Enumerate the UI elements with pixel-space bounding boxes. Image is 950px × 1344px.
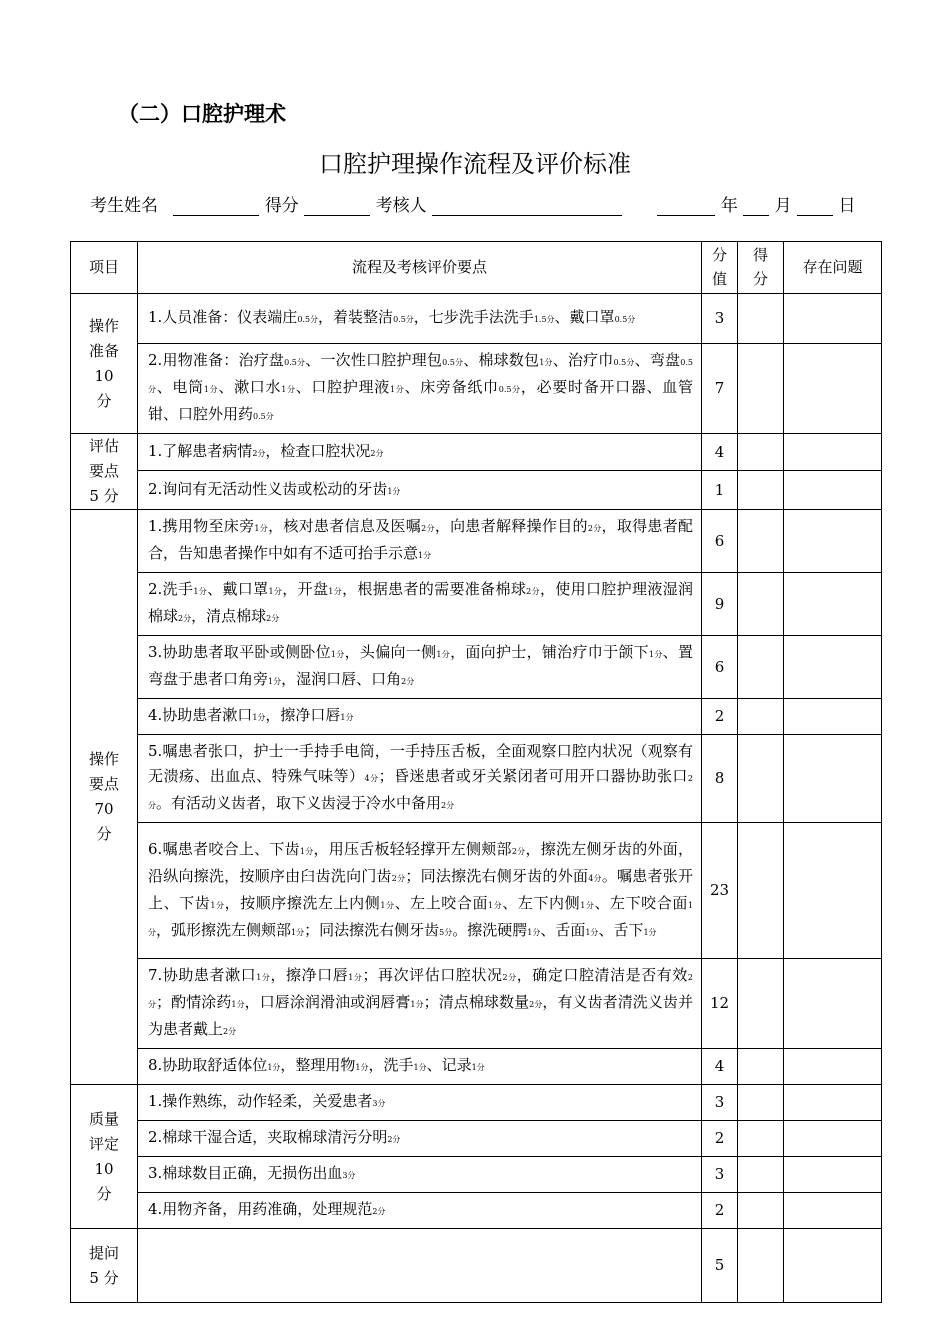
category-assess-text: 评估要点5 分 [88, 437, 119, 505]
item-score: 3 [702, 1085, 738, 1121]
header-value [702, 242, 738, 294]
name-field[interactable] [173, 197, 259, 216]
issue-cell[interactable] [784, 1229, 882, 1303]
item-text: 4.用物齐备，用药准确，处理规范2分 [138, 1193, 702, 1229]
score-field[interactable] [304, 197, 370, 216]
item-text: 2.棉球干湿合适，夹取棉球清污分明2分 [138, 1121, 702, 1157]
got-cell[interactable] [738, 1085, 784, 1121]
examiner-label: 考核人 [375, 196, 427, 216]
examinee-info-line [90, 191, 855, 216]
got-cell[interactable] [738, 959, 784, 1049]
table-row [71, 510, 882, 573]
header-got [738, 242, 784, 294]
got-cell[interactable] [738, 1157, 784, 1193]
item-score: 4 [702, 1049, 738, 1085]
got-cell[interactable] [738, 434, 784, 471]
table-row [71, 959, 882, 1049]
evaluation-table [70, 241, 882, 1303]
issue-cell[interactable] [784, 1193, 882, 1229]
issue-cell[interactable] [784, 735, 882, 823]
got-cell[interactable] [738, 636, 784, 699]
item-score: 2 [702, 699, 738, 735]
got-cell[interactable] [738, 735, 784, 823]
item-score: 9 [702, 573, 738, 636]
table-row [71, 1121, 882, 1157]
item-text[interactable] [138, 1229, 702, 1303]
day-label: 日 [838, 196, 856, 216]
issue-cell[interactable] [784, 1157, 882, 1193]
table-row [71, 344, 882, 434]
table-row [71, 636, 882, 699]
item-text: 1.携用物至床旁1分，核对患者信息及医嘱2分，向患者解释操作目的2分，取得患者配合，告知患者操作中如有不适可抬手示意1分 [138, 510, 702, 573]
table-row [71, 1049, 882, 1085]
table-row [71, 1085, 882, 1121]
item-text: 1.了解患者病情2分，检查口腔状况2分 [138, 434, 702, 471]
header-issue: 存在问题 [784, 242, 882, 294]
category-op-text: 操作要点70 分 [88, 750, 119, 843]
issue-cell[interactable] [784, 959, 882, 1049]
issue-cell[interactable] [784, 294, 882, 344]
item-score: 3 [702, 294, 738, 344]
item-text: 2.询问有无活动性义齿或松动的牙齿1分 [138, 471, 702, 510]
item-score: 6 [702, 510, 738, 573]
section-title: （二）口腔护理术 [118, 102, 286, 126]
category-question-text: 提问5 分 [88, 1243, 119, 1287]
table-row [71, 1229, 882, 1303]
got-cell[interactable] [738, 1049, 784, 1085]
category-question [71, 1229, 138, 1303]
got-cell[interactable] [738, 699, 784, 735]
item-score: 5 [702, 1229, 738, 1303]
table-row [71, 294, 882, 344]
got-cell[interactable] [738, 1193, 784, 1229]
issue-cell[interactable] [784, 573, 882, 636]
issue-cell[interactable] [784, 823, 882, 959]
item-text: 1.操作熟练，动作轻柔，关爱患者3分 [138, 1085, 702, 1121]
issue-cell[interactable] [784, 636, 882, 699]
got-cell[interactable] [738, 1121, 784, 1157]
examiner-field[interactable] [432, 197, 622, 216]
issue-cell[interactable] [784, 471, 882, 510]
issue-cell[interactable] [784, 1049, 882, 1085]
got-cell[interactable] [738, 573, 784, 636]
table-row [71, 699, 882, 735]
issue-cell[interactable] [784, 1085, 882, 1121]
year-field[interactable] [657, 197, 715, 216]
category-quality-text: 质量评定10 分 [88, 1109, 119, 1203]
item-score: 12 [702, 959, 738, 1049]
issue-cell[interactable] [784, 1121, 882, 1157]
table-row [71, 823, 882, 959]
issue-cell[interactable] [784, 699, 882, 735]
table-row [71, 471, 882, 510]
header-project: 项目 [71, 242, 138, 294]
category-prep [71, 294, 138, 434]
header-row [71, 242, 882, 294]
table-row [71, 735, 882, 823]
table-row [71, 1193, 882, 1229]
day-field[interactable] [797, 197, 833, 216]
issue-cell[interactable] [784, 510, 882, 573]
item-text: 4.协助患者漱口1分，擦净口唇1分 [138, 699, 702, 735]
got-cell[interactable] [738, 823, 784, 959]
category-prep-text: 操作准备10 分 [88, 316, 119, 410]
category-quality [71, 1085, 138, 1229]
header-got-text: 得分 [752, 246, 768, 288]
item-text: 8.协助取舒适体位1分，整理用物1分，洗手1分、记录1分 [138, 1049, 702, 1085]
year-label: 年 [720, 196, 738, 216]
issue-cell[interactable] [784, 434, 882, 471]
item-score: 2 [702, 1193, 738, 1229]
item-score: 2 [702, 1121, 738, 1157]
table-row [71, 1157, 882, 1193]
item-score: 7 [702, 344, 738, 434]
item-text: 2.用物准备：治疗盘0.5分、一次性口腔护理包0.5分、棉球数包1分、治疗巾0.5分、弯盘0.5分、电筒1分、漱口水1分、口腔护理液1分、床旁备纸巾0.5分，必要时备开口器、血管钳、口腔外用药0.5分 [138, 344, 702, 434]
item-score: 8 [702, 735, 738, 823]
score-label: 得分 [264, 196, 299, 216]
month-field[interactable] [743, 197, 769, 216]
header-value-text: 分值 [711, 246, 727, 288]
month-label: 月 [774, 196, 792, 216]
got-cell[interactable] [738, 471, 784, 510]
item-text: 3.棉球数目正确，无损伤出血3分 [138, 1157, 702, 1193]
name-label: 考生姓名 [90, 196, 158, 216]
header-content: 流程及考核评价要点 [138, 242, 702, 294]
item-text: 3.协助患者取平卧或侧卧位1分，头偏向一侧1分，面向护士，铺治疗巾于颌下1分、置弯盘于患者口角旁1分，湿润口唇、口角2分 [138, 636, 702, 699]
category-op [71, 510, 138, 1085]
category-assess [71, 434, 138, 510]
issue-cell[interactable] [784, 344, 882, 434]
document-title: 口腔护理操作流程及评价标准 [319, 150, 631, 178]
table-row [71, 434, 882, 471]
item-text: 7.协助患者漱口1分，擦净口唇1分；再次评估口腔状况2分，确定口腔清洁是否有效2分；酌情涂药1分，口唇涂润滑油或润唇膏1分；清点棉球数量2分，有义齿者清洗义齿并为患者戴上2分 [138, 959, 702, 1049]
got-cell[interactable] [738, 510, 784, 573]
got-cell[interactable] [738, 294, 784, 344]
item-text: 2.洗手1分、戴口罩1分，开盘1分，根据患者的需要准备棉球2分，使用口腔护理液湿润棉球2分，清点棉球2分 [138, 573, 702, 636]
item-score: 4 [702, 434, 738, 471]
got-cell[interactable] [738, 344, 784, 434]
item-score: 23 [702, 823, 738, 959]
item-score: 1 [702, 471, 738, 510]
item-text: 1.人员准备：仪表端庄0.5分，着装整洁0.5分，七步洗手法洗手1.5分、戴口罩0.5分 [138, 294, 702, 344]
got-cell[interactable] [738, 1229, 784, 1303]
item-text: 6.嘱患者咬合上、下齿1分，用压舌板轻轻撑开左侧颊部2分，擦洗左侧牙齿的外面，沿纵向擦洗，按顺序由臼齿洗向门齿2分；同法擦洗右侧牙齿的外面4分。嘱患者张开上、下齿1分，按顺序擦洗左上内侧1分、左上咬合面1分、左下内侧1分、左下咬合面1分，弧形擦洗左侧颊部1分；同法擦洗右侧牙齿5分。擦洗硬腭1分、舌面1分、舌下1分 [138, 823, 702, 959]
item-text: 5.嘱患者张口，护士一手持手电筒，一手持压舌板，全面观察口腔内状况（观察有无溃疡、出血点、特殊气味等）4分；昏迷患者或牙关紧闭者可用开口器协助张口2分。有活动义齿者，取下义齿浸于冷水中备用2分 [138, 735, 702, 823]
item-score: 3 [702, 1157, 738, 1193]
table-row [71, 573, 882, 636]
item-score: 6 [702, 636, 738, 699]
